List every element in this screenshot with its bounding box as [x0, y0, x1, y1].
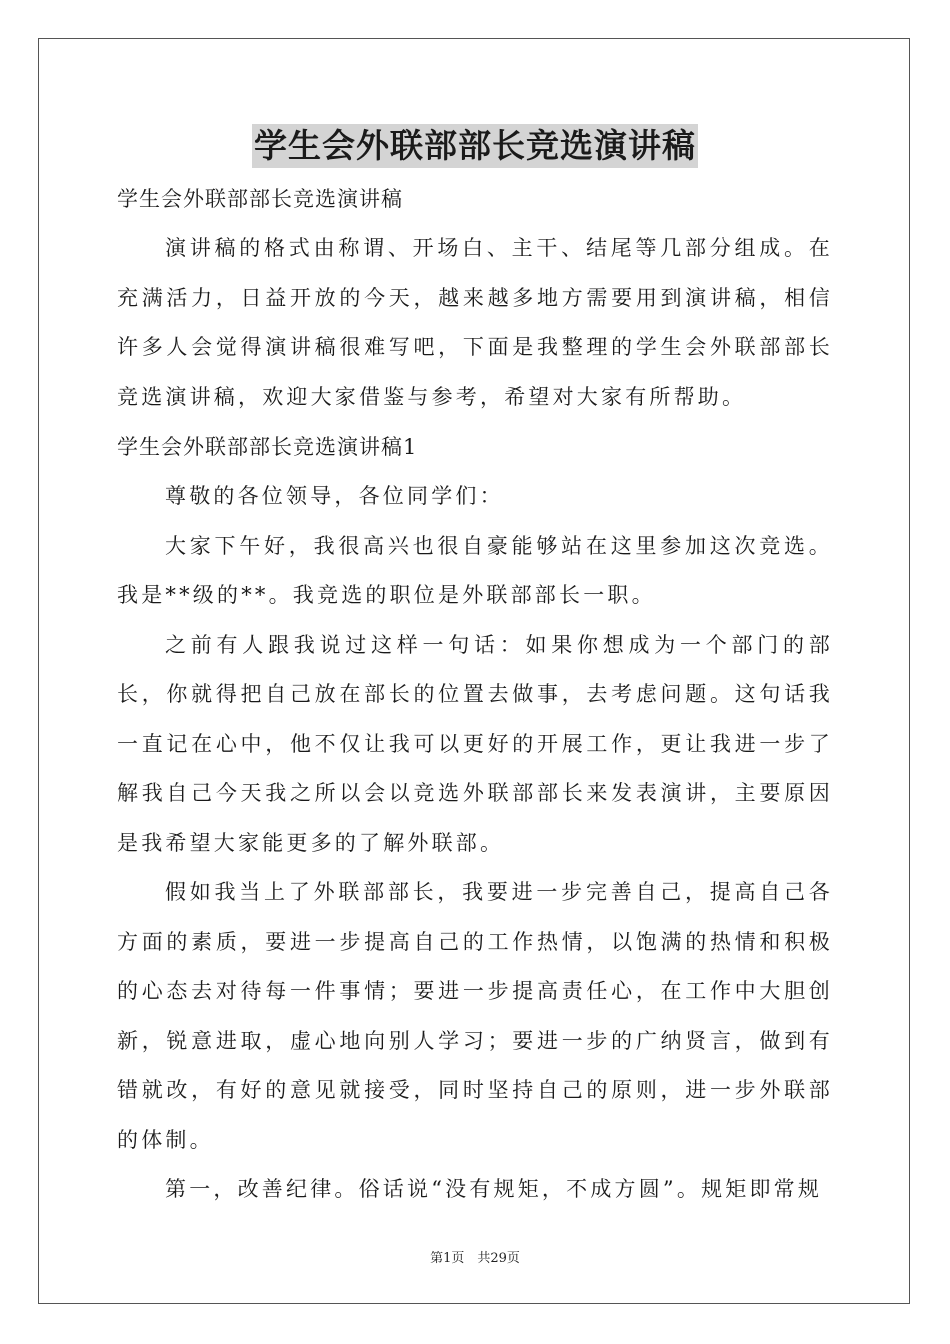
page-number: 第1页 共29页 — [430, 1251, 520, 1266]
body-paragraph: 第一，改善纪律。俗话说“没有规矩，不成方圆”。规矩即常规 — [165, 1177, 823, 1201]
section-heading: 学生会外联部部长竞选演讲稿1 — [117, 435, 418, 459]
salutation-paragraph: 尊敬的各位领导，各位同学们： — [165, 484, 504, 508]
document-title-text: 学生会外联部部长竞选演讲稿 — [252, 124, 698, 168]
body-paragraph: 大家下午好，我很高兴也很自豪能够站在这里参加这次竞选。我是**级的**。我竞选的职位是外联部部长一职。 — [117, 533, 833, 607]
document-body — [117, 180, 833, 1215]
body-paragraph: 假如我当上了外联部部长，我要进一步完善自己，提高自己各方面的素质，要进一步提高自己的工作热情，以饱满的热情和积极的心态去对待每一件事情；要进一步提高责任心，在工作中大胆创新，锐意进取，虚心地向别人学习；要进一步的广纳贤言，做到有错就改，有好的意见就接受，同时坚持自己的原则，进一步外联部的体制。 — [117, 880, 833, 1152]
body-paragraph: 之前有人跟我说过这样一句话：如果你想成为一个部门的部长，你就得把自己放在部长的位置去做事，去考虑问题。这句话我一直记在心中，他不仅让我可以更好的开展工作，更让我进一步了解我自己今天我之所以会以竞选外联部部长来发表演讲，主要原因是我希望大家能更多的了解外联部。 — [117, 632, 833, 855]
intro-paragraph: 演讲稿的格式由称谓、开场白、主干、结尾等几部分组成。在充满活力，日益开放的今天，越来越多地方需要用到演讲稿，相信许多人会觉得演讲稿很难写吧，下面是我整理的学生会外联部部长竞选演讲稿，欢迎大家借鉴与参考，希望对大家有所帮助。 — [117, 236, 833, 409]
document-subtitle: 学生会外联部部长竞选演讲稿 — [117, 187, 403, 211]
document-title — [0, 124, 950, 168]
